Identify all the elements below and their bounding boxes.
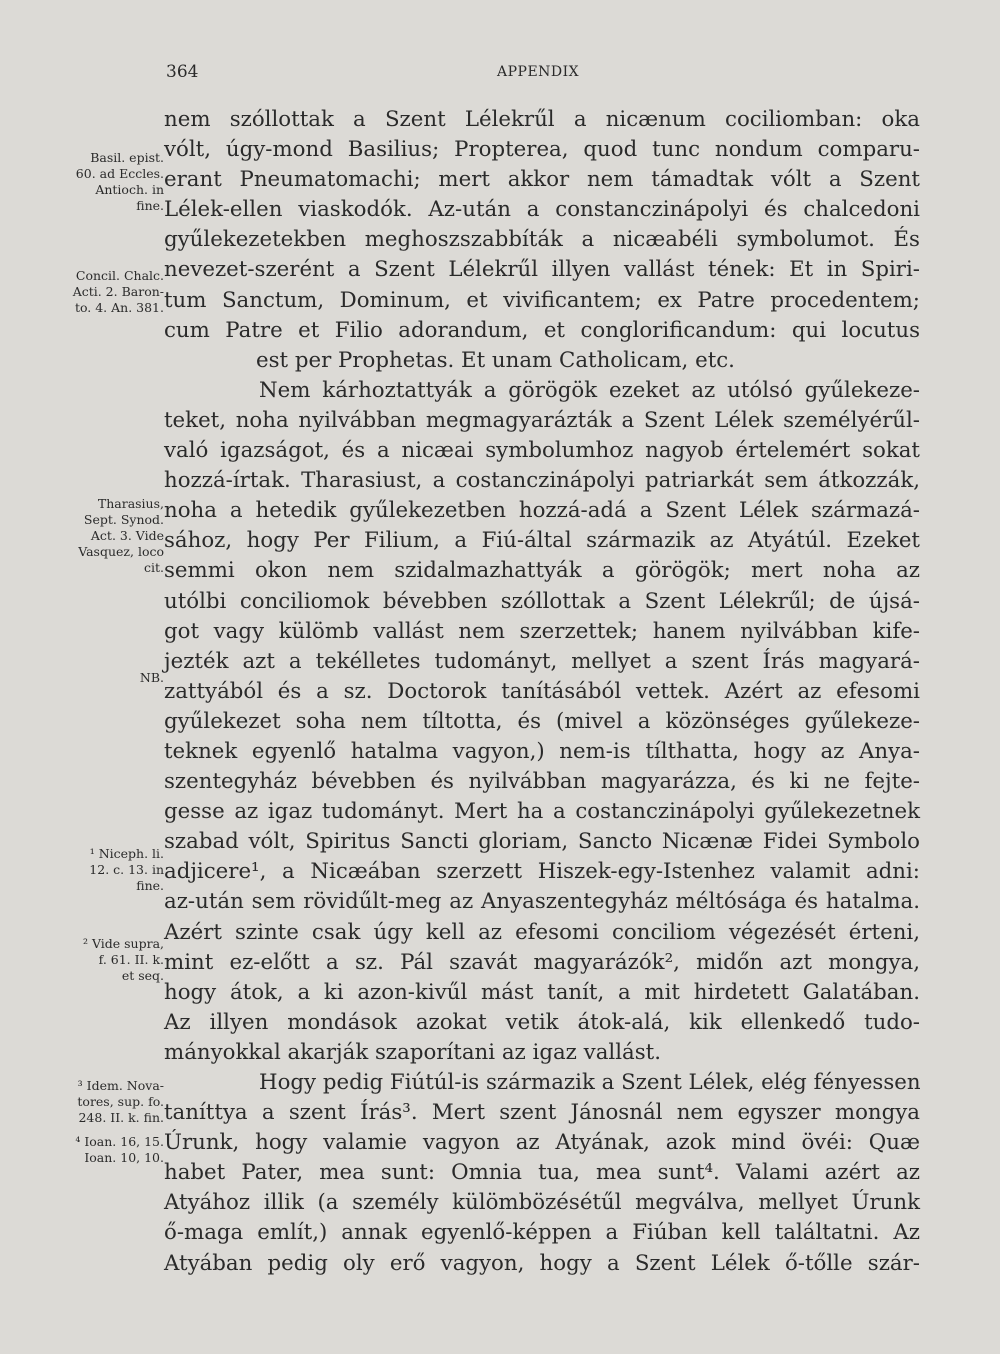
text-line: való igazságot, és a nicæai symbolumhoz nagyob értelemért sokat [164, 438, 920, 464]
body-text [164, 105, 920, 1279]
margin-note: NB. [139, 670, 164, 685]
text-line: mint ez-előtt a sz. Pál szavát magyarázók², midőn azt mongya, [164, 949, 920, 975]
text-line: semmi okon nem szidalmazhattyák a görögök; mert noha az [164, 558, 920, 584]
text-line: zattyából és a sz. Doctorok tanításából vettek. Azért az efesomi [164, 678, 920, 704]
text-line: teknek egyenlő hatalma vagyon,) nem-is tílthatta, hogy az Anya- [164, 738, 920, 764]
text-line: tum Sanctum, Dominum, et vivificantem; ex Patre procedentem; [164, 287, 920, 313]
margin-note: Basil. epist. 60. ad Eccles. Antioch. in fine. [75, 150, 164, 213]
text-line: cum Patre et Filio adorandum, et conglorificandum: qui locutus [164, 317, 920, 343]
text-line: nevezet-szerént a Szent Lélekrűl illyen vallást tének: Et in Spiri- [164, 257, 920, 283]
running-title: APPENDIX [497, 64, 580, 80]
text-line: hozzá-írtak. Tharasiust, a costanczinápolyi patriarkát sem átkozzák, [164, 468, 920, 494]
text-line: gyűlekezetekben meghoszszabbíták a nicæabéli symbolumot. És [164, 227, 920, 253]
text-line: adjicere¹, a Nicæában szerzett Hiszek-egy-Istenhez valamit adni: [164, 859, 920, 885]
text-line: hogy átok, a ki azon-kivűl mást tanít, a mit hirdetett Galatában. [164, 979, 920, 1005]
text-line: Atyához illik (a személy külömbözésétűl megválva, mellyet Úrunk [164, 1190, 920, 1216]
margin-note: ¹ Niceph. li. 12. c. 13. in fine. [89, 846, 164, 893]
page-number: 364 [166, 62, 199, 82]
text-line: ő-maga említ,) annak egyenlő-képpen a Fiúban kell találtatni. Az [164, 1220, 920, 1246]
text-line: vólt, úgy-mond Basilius; Propterea, quod tunc nondum comparu- [164, 137, 920, 163]
text-line: mányokkal akarják szaporítani az igaz vallást. [164, 1039, 661, 1065]
text-line: habet Pater, mea sunt: Omnia tua, mea sunt⁴. Valami azért az [164, 1160, 920, 1186]
text-line: gesse az igaz tudományt. Mert ha a costanczinápolyi gyűlekezetnek [164, 799, 920, 825]
text-line: erant Pneumatomachi; mert akkor nem támadtak vólt a Szent [164, 167, 920, 193]
text-line: Azért szinte csak úgy kell az efesomi conciliom végezését érteni, [164, 919, 920, 945]
margin-note: ² Vide supra, f. 61. II. k. et seq. [82, 936, 164, 983]
text-line: szentegyház bévebben és nyilvábban magyarázza, és ki ne fejte- [164, 769, 920, 795]
text-line: teket, noha nyilvábban megmagyarázták a Szent Lélek személyérűl- [164, 407, 920, 433]
text-line: az-után sem rövidűlt-meg az Anyaszentegyház méltósága és hatalma. [164, 889, 920, 915]
margin-note: Concil. Chalc. Acti. 2. Baron- to. 4. An. 381. [72, 268, 164, 315]
text-line: sához, hogy Per Filium, a Fiú-által származik az Atyátúl. Ezeket [164, 528, 920, 554]
text-line: szabad vólt, Spiritus Sancti gloriam, Sancto Nicænæ Fidei Symbolo [164, 829, 920, 855]
text-line: Az illyen mondások azokat vetik átok-alá, kik ellenkedő tudo- [164, 1009, 920, 1035]
text-line: Hogy pedig Fiútúl-is származik a Szent Lélek, elég fényessen [259, 1070, 921, 1095]
text-line: taníttya a szent Írás³. Mert szent Jánosnál nem egyszer mongya [164, 1100, 920, 1126]
text-line: Lélek-ellen viaskodók. Az-után a constanczinápolyi és chalcedoni [164, 197, 920, 223]
text-line: noha a hetedik gyűlekezetben hozzá-adá a Szent Lélek származá- [164, 498, 920, 524]
text-line: nem szóllottak a Szent Lélekrűl a nicænum cociliomban: oka [164, 107, 920, 132]
text-line: est per Prophetas. Et unam Catholicam, etc. [256, 347, 735, 373]
margin-note: Tharasius, Sept. Synod. Act. 3. Vide Vasquez, loco cit. [78, 496, 164, 575]
text-line: Nem kárhoztattyák a görögök ezeket az utólsó gyűlekeze- [259, 377, 920, 403]
margin-note: ⁴ Ioan. 16, 15. Ioan. 10, 10. [75, 1134, 164, 1165]
text-line: Atyában pedig oly erő vagyon, hogy a Szent Lélek ő-tőlle szár- [164, 1250, 920, 1276]
text-line: gyűlekezet soha nem tíltotta, és (mivel a közönséges gyűlekeze- [164, 708, 920, 734]
margin-note: ³ Idem. Nova- tores, sup. fo. 248. II. k. fin. [77, 1078, 164, 1125]
text-line: utólbi conciliomok bévebben szóllottak a Szent Lélekrűl; de újsá- [164, 588, 920, 614]
text-line: Úrunk, hogy valamie vagyon az Atyának, azok mind övéi: Quæ [164, 1130, 920, 1156]
text-line: jezték azt a tekélletes tudományt, mellyet a szent Írás magyará- [164, 648, 920, 674]
text-line: got vagy külömb vallást nem szerzettek; hanem nyilvábban kife- [164, 618, 920, 644]
